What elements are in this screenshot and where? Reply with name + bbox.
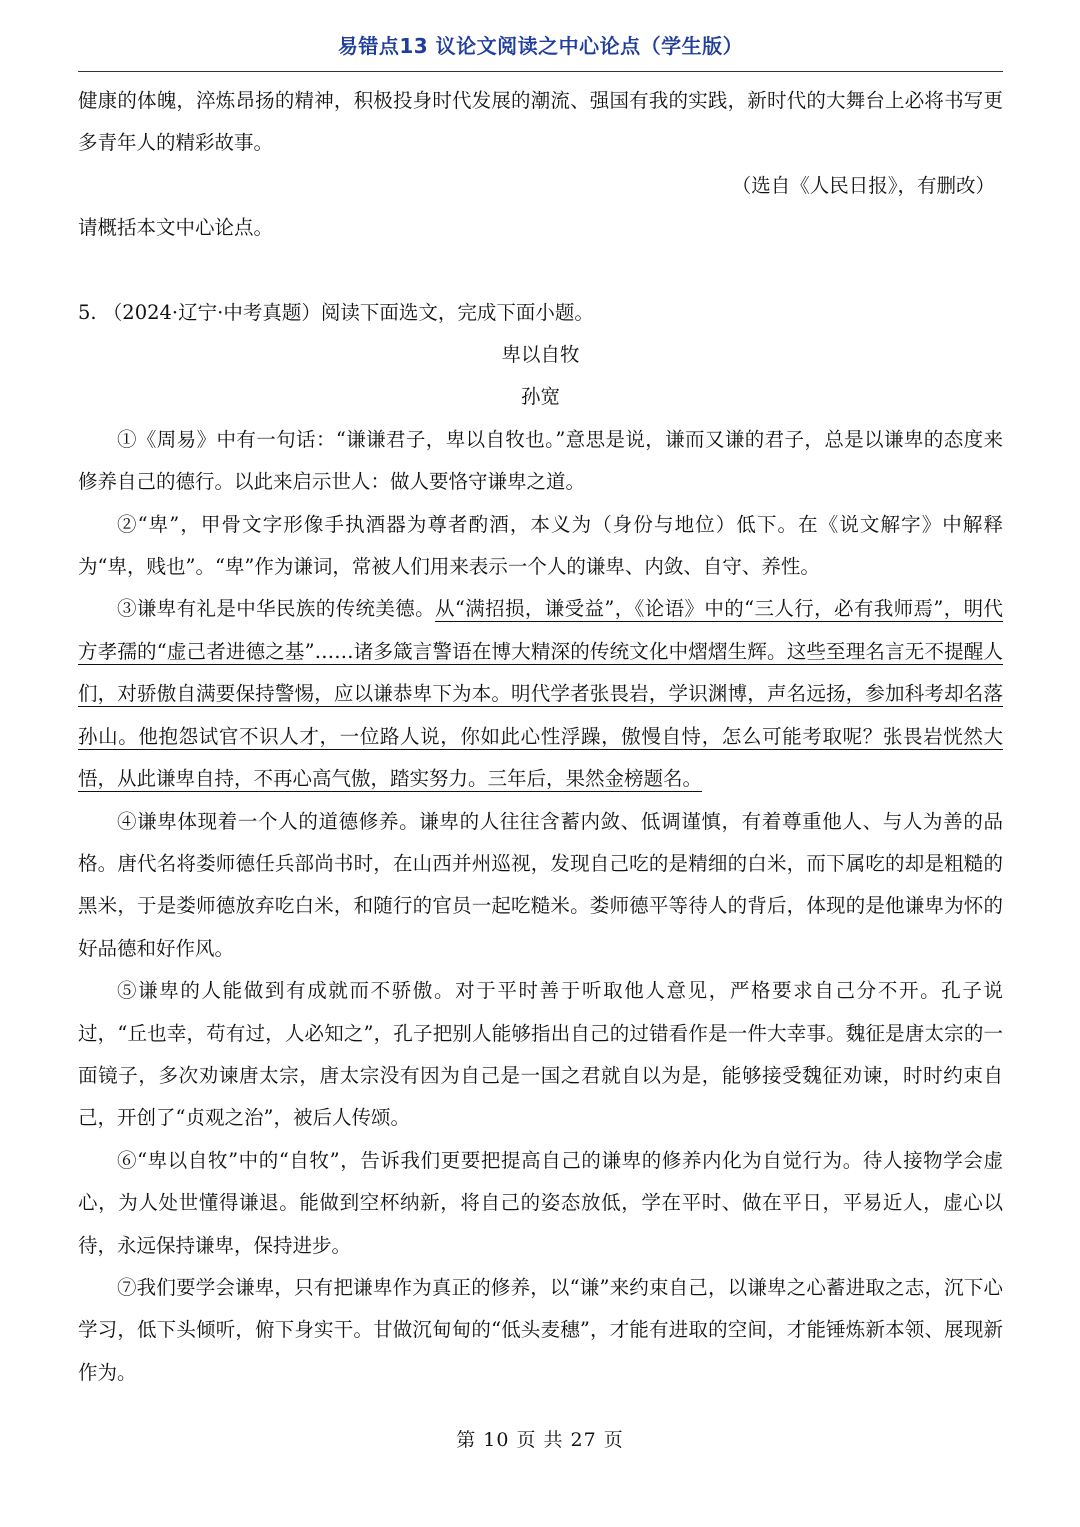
article-paragraph-6: ⑥“卑以自牧”中的“自牧”，告诉我们更要把提高自己的谦卑的修养内化为自觉行为。待人接物学会虚心，为人处世懂得谦退。能做到空杯纳新，将自己的姿态放低，学在平时、做在平日，平易近人，虚心以待，永远保持谦卑，保持进步。 [78, 1148, 1003, 1257]
article-paragraph-5: ⑤谦卑的人能做到有成就而不骄傲。对于平时善于听取他人意见，严格要求自己分不开。孔子说过，“丘也幸，苟有过，人必知之”，孔子把别人能够指出自己的过错看作是一件大幸事。魏征是唐太宗的一面镜子，多次劝谏唐太宗，唐太宗没有因为自己是一国之君就自以为是，能够接受魏征劝谏，时时约束自己，开创了“贞观之治”，被后人传颂。 [78, 979, 1003, 1130]
article-title: 卑以自牧 [501, 343, 580, 367]
passage-closing-paragraph: 健康的体魄，淬炼昂扬的精神，积极投身时代发展的潮流、强国有我的实践，新时代的大舞台上必将书写更多青年人的精彩故事。 [78, 89, 1003, 155]
source-citation: （选自《人民日报》，有删改） [731, 173, 995, 197]
article-paragraph-2: ②“卑”，甲骨文字形像手执酒器为尊者酌酒，本义为（身份与地位）低下。在《说文解字》中解释为“卑，贱也”。“卑”作为谦词，常被人们用来表示一个人的谦卑、内敛、自守、养性。 [78, 512, 1003, 579]
header-divider [78, 71, 1003, 72]
page-header-title: 易错点13 议论文阅读之中心论点（学生版） [337, 34, 744, 58]
article-paragraph-7: ⑦我们要学会谦卑，只有把谦卑作为真正的修养，以“谦”来约束自己，以谦卑之心蓄进取之志，沉下心学习，低下头倾听，俯下身实干。甘做沉甸甸的“低头麦穗”，才能有进取的空间，才能锤炼新本领、展现新作为。 [78, 1275, 1003, 1384]
document-body [78, 80, 1003, 1394]
article-author: 孙宽 [520, 385, 560, 409]
page-number-footer: 第 10 页 共 27 页 [456, 1429, 624, 1451]
question-5-intro: 5. （2024·辽宁·中考真题）阅读下面选文，完成下面小题。 [78, 300, 594, 324]
paragraph-3-lead: ③谦卑有礼是中华民族的传统美德。 [117, 597, 436, 621]
paragraph-3-underlined-text: 从“满招损，谦受益”，《论语》中的“三人行，必有我师焉”，明代方孝孺的“虚己者进德之基”……诸多箴言警语在博大精深的传统文化中熠熠生辉。这些至理名言无不提醒人们，对骄傲自满要保持警惕，应以谦恭卑下为本。明代学者张畏岩，学识渊博，声名远扬，参加科考却名落孙山。他抱怨试官不识人才，一位路人说，你如此心性浮躁，傲慢自恃，怎么可能考取呢？张畏岩恍然大悟，从此谦卑自持，不再心高气傲，踏实努力。三年后，果然金榜题名。 [78, 597, 1003, 791]
section-spacer [78, 250, 1003, 292]
article-paragraph-1: ①《周易》中有一句话：“谦谦君子，卑以自牧也。”意思是说，谦而又谦的君子，总是以谦卑的态度来修养自己的德行。以此来启示世人：做人要恪守谦卑之道。 [78, 427, 1003, 494]
article-paragraph-3 [78, 588, 1003, 800]
question-prompt: 请概括本文中心论点。 [78, 216, 274, 240]
article-paragraph-4: ④谦卑体现着一个人的道德修养。谦卑的人往往含蓄内敛、低调谨慎，有着尊重他人、与人为善的品格。唐代名将娄师德任兵部尚书时，在山西并州巡视，发现自己吃的是精细的白米，而下属吃的却是粗糙的黑米，于是娄师德放弃吃白米，和随行的官员一起吃糙米。娄师德平等待人的背后，体现的是他谦卑为怀的好品德和好作风。 [78, 809, 1003, 960]
